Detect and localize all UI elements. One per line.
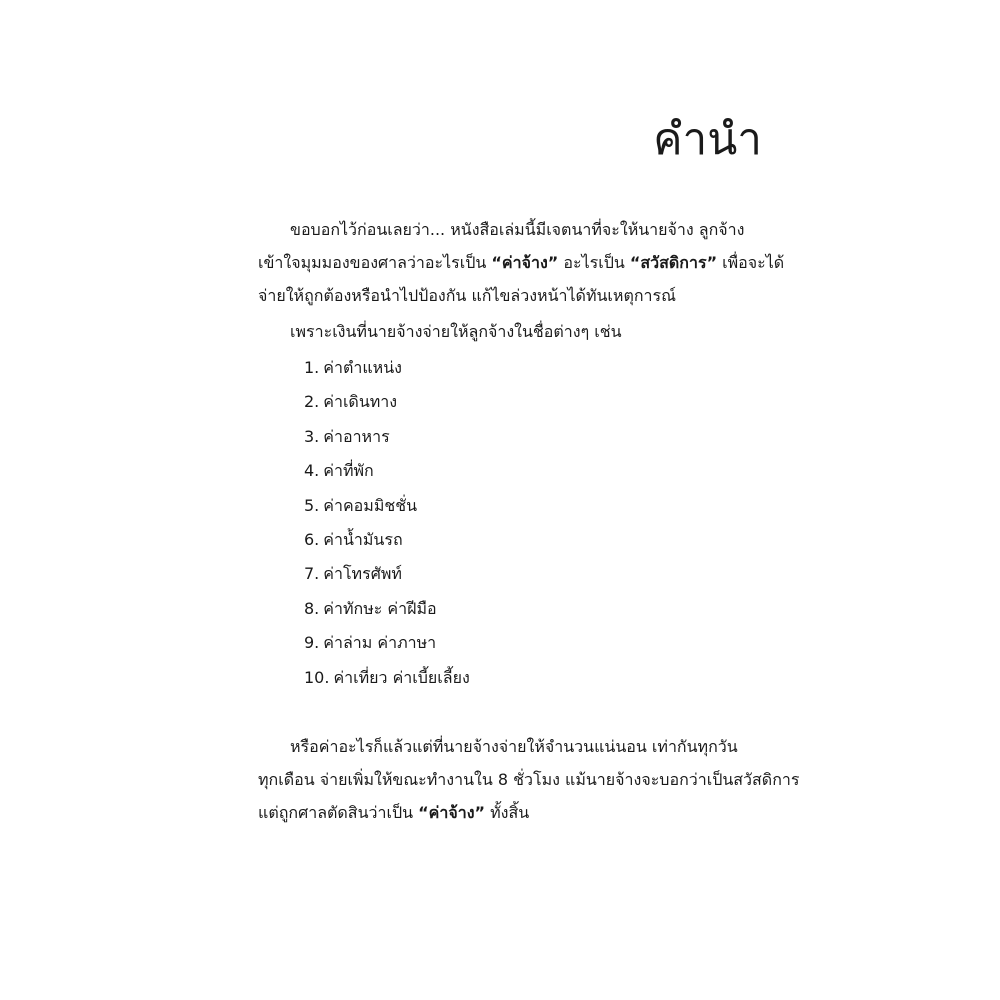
closing-line-3 [258, 796, 768, 829]
closing-line-3-text-a: แต่ถูกศาลตัดสินว่าเป็น [258, 803, 419, 822]
intro-line-2 [258, 246, 785, 279]
closing-paragraph [258, 730, 800, 829]
list-item [304, 489, 470, 523]
list-item-text: ค่าอาหาร [323, 426, 390, 446]
list-item-text: ค่าทักษะ ค่าฝีมือ [323, 598, 437, 618]
welfare-term: “สวัสดิการ” [629, 253, 718, 272]
list-item-number: 9. [304, 633, 320, 653]
list-item [304, 523, 470, 557]
list-item [304, 454, 470, 488]
list-item-number: 3. [304, 426, 320, 446]
list-item-number: 4. [304, 461, 320, 481]
intro-paragraph [258, 213, 785, 312]
list-item-number: 1. [304, 358, 320, 377]
list-item [304, 626, 470, 660]
list-item [304, 385, 470, 419]
closing-line-2: ทุกเดือน จ่ายเพิ่มให้ขณะทำงานใน 8 ชั่วโมง แม้นายจ้างจะบอกว่าเป็นสวัสดิการ [258, 770, 800, 789]
list-item-text: ค่าโทรศัพท์ [323, 564, 402, 584]
list-item [304, 351, 470, 385]
wage-term: “ค่าจ้าง” [418, 803, 486, 822]
list-item-text: ค่าล่าม ค่าภาษา [323, 633, 437, 653]
intro-line-3: จ่ายให้ถูกต้องหรือนำไปป้องกัน แก้ไขล่วงหน้าได้ทันเหตุการณ์ [258, 286, 676, 305]
list-item-text: ค่าน้ำมันรถ [323, 529, 403, 549]
intro-line-2-text-c: เพื่อจะได้ [717, 253, 785, 272]
intro-line-1: ขอบอกไว้ก่อนเลยว่า... หนังสือเล่มนี้มีเจตนาที่จะให้นายจ้าง ลูกจ้าง [290, 220, 745, 239]
list-item-number: 2. [304, 392, 320, 412]
list-item-text: ค่าเที่ยว ค่าเบี้ยเลี้ยง [333, 667, 470, 687]
list-item [304, 592, 470, 626]
list-item [304, 661, 470, 695]
page-title: คำนำ [653, 114, 762, 165]
wage-term: “ค่าจ้าง” [491, 253, 559, 272]
list-item-text: ค่าเดินทาง [323, 392, 398, 412]
list-item [304, 557, 470, 591]
list-item-number: 5. [304, 495, 320, 515]
intro-line-2-text-b: อะไรเป็น [558, 253, 630, 272]
list-item [304, 420, 470, 454]
list-item-number: 8. [304, 598, 320, 618]
closing-line-1: หรือค่าอะไรก็แล้วแต่ที่นายจ้างจ่ายให้จำนวนแน่นอน เท่ากันทุกวัน [290, 737, 738, 756]
list-item-number: 6. [304, 529, 320, 549]
intro-line-2-text-a: เข้าใจมุมมองของศาลว่าอะไรเป็น [258, 253, 492, 272]
list-item-text: ค่าคอมมิชชั่น [323, 495, 418, 515]
payment-list [304, 351, 470, 695]
list-item-text: ค่าตำแหน่ง [323, 358, 402, 377]
list-item-text: ค่าที่พัก [323, 461, 374, 481]
list-item-number: 10. [304, 667, 330, 687]
lead-sentence: เพราะเงินที่นายจ้างจ่ายให้ลูกจ้างในชื่อต่างๆ เช่น [290, 322, 622, 341]
list-item-number: 7. [304, 564, 320, 584]
closing-line-3-text-b: ทั้งสิ้น [485, 803, 530, 822]
